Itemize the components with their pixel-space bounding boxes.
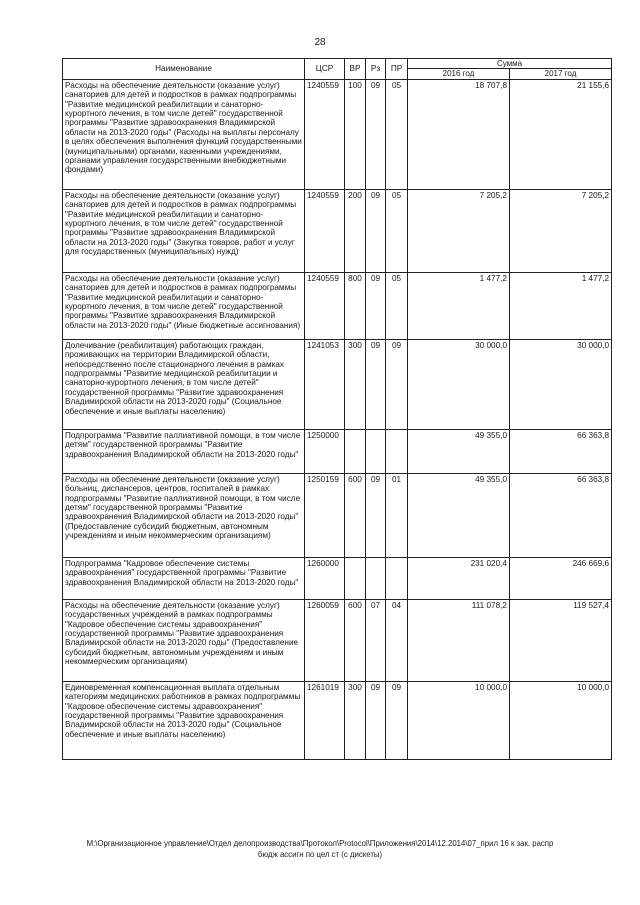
row-name-cell: Расходы на обеспечение деятельности (оказание услуг) государственных учреждений в рамках подпрограммы "Кадровое обеспечение системы здравоохранения" государственной программы "Развитие здравоохранения Владимирской области на 2013-2020 годы" (Предоставление субсидий бюджетным, автономным учреждениям и иным некоммерческим организациям)	[63, 599, 305, 681]
row-sum-2016-cell: 111 078,2	[408, 599, 510, 681]
row-name-cell: Долечивание (реабилитация) работающих граждан, проживающих на территории Владимирской области, непосредственно после стационарного лечения в рамках подпрограммы "Развитие медицинской реабилитации и санаторно-курортного лечения, в том числе детей" государственной программы "Развитие здравоохранения Владимирской области на 2013-2020 годы" (Социальное обеспечение и иные выплаты населению)	[63, 339, 305, 429]
row-pr-cell: 09	[386, 681, 408, 759]
row-sum-2016-cell: 7 205,2	[408, 189, 510, 272]
footer	[0, 838, 640, 860]
row-rz-cell: 09	[366, 339, 386, 429]
row-pr-cell: 05	[386, 272, 408, 339]
row-csr-cell: 1261019	[305, 681, 345, 759]
row-pr-cell: 05	[386, 79, 408, 189]
header-year-2016: 2016 год	[408, 69, 510, 79]
row-sum-2016-cell: 1 477,2	[408, 272, 510, 339]
row-csr-cell: 1260059	[305, 599, 345, 681]
row-rz-cell: 09	[366, 473, 386, 557]
header-name: Наименование	[63, 59, 305, 80]
row-sum-2017-cell: 7 205,2	[510, 189, 612, 272]
footer-path: M:\Организационное управление\Отдел делопроизводства\Протокол\Protocol\Приложения\2014\12.2014\07_прил 16 к зак. распр	[86, 839, 554, 848]
row-vr-cell	[345, 429, 366, 473]
row-vr-cell: 200	[345, 189, 366, 272]
row-pr-cell: 01	[386, 473, 408, 557]
row-vr-cell	[345, 557, 366, 599]
row-vr-cell: 300	[345, 339, 366, 429]
row-rz-cell	[366, 557, 386, 599]
row-rz-cell: 09	[366, 79, 386, 189]
table-row	[63, 599, 612, 681]
row-sum-2016-cell: 18 707,8	[408, 79, 510, 189]
header-vr: ВР	[345, 59, 366, 80]
table-row	[63, 681, 612, 759]
table-row	[63, 557, 612, 599]
header-sum: Сумма	[408, 59, 612, 69]
row-csr-cell: 1240559	[305, 79, 345, 189]
row-csr-cell: 1240559	[305, 189, 345, 272]
row-name-cell: Расходы на обеспечение деятельности (оказание услуг) санаториев для детей и подростков в рамках подпрограммы "Развитие медицинской реабилитации и санаторно-курортного лечения, в том числе детей" государственной программы "Развитие здравоохранения Владимирской области на 2013-2020 годы" (Закупка товаров, работ и услуг для государственных (муниципальных) нужд)	[63, 189, 305, 272]
row-name-cell: Подпрограмма "Кадровое обеспечение системы здравоохранения" государственной программы "Развитие здравоохранения Владимирской области на 2013-2020 годы"	[63, 557, 305, 599]
row-name-cell: Расходы на обеспечение деятельности (оказание услуг) больниц, диспансеров, центров, госпиталей в рамках подпрограммы "Развитие паллиативной помощи, в том числе детям" государственной программы "Развитие здравоохранения Владимирской области на 2013-2020 годы" (Предоставление субсидий бюджетным, автономным учреждениям и иным некоммерческим организациям)	[63, 473, 305, 557]
row-csr-cell: 1240559	[305, 272, 345, 339]
row-sum-2016-cell: 10 000,0	[408, 681, 510, 759]
row-sum-2016-cell: 231 020,4	[408, 557, 510, 599]
row-sum-2016-cell: 49 355,0	[408, 429, 510, 473]
header-csr: ЦСР	[305, 59, 345, 80]
row-name-cell: Расходы на обеспечение деятельности (оказание услуг) санаториев для детей и подростков в рамках подпрограммы "Развитие медицинской реабилитации и санаторно-курортного лечения, в том числе детей" государственной программы "Развитие здравоохранения Владимирской области на 2013-2020 годы" (Иные бюджетные ассигнования)	[63, 272, 305, 339]
row-pr-cell: 04	[386, 599, 408, 681]
table-header	[63, 59, 612, 80]
header-pr: ПР	[386, 59, 408, 80]
row-rz-cell: 09	[366, 681, 386, 759]
table-row	[63, 473, 612, 557]
row-sum-2017-cell: 1 477,2	[510, 272, 612, 339]
row-sum-2017-cell: 246 669,6	[510, 557, 612, 599]
table-row	[63, 339, 612, 429]
row-sum-2017-cell: 21 155,6	[510, 79, 612, 189]
row-name-cell: Единовременная компенсационная выплата отдельным категориям медицинских работников в рамках подпрограммы "Кадровое обеспечение системы здравоохранения" государственной программы "Развитие здравоохранения Владимирской области на 2013-2020 годы" (Социальное обеспечение и иные выплаты населению)	[63, 681, 305, 759]
table-row	[63, 429, 612, 473]
row-sum-2017-cell: 66 363,8	[510, 429, 612, 473]
header-rz: Рз	[366, 59, 386, 80]
row-rz-cell	[366, 429, 386, 473]
footer-path-continued: бюдж ассигн по цел ст (с дискеты)	[257, 850, 383, 859]
row-vr-cell: 300	[345, 681, 366, 759]
row-vr-cell: 600	[345, 473, 366, 557]
row-name-cell: Расходы на обеспечение деятельности (оказание услуг) санаториев для детей и подростков в рамках подпрограммы "Развитие медицинской реабилитации и санаторно-курортного лечения, в том числе детей" государственной программы "Развитие здравоохранения Владимирской области на 2013-2020 годы" (Расходы на выплаты персоналу в целях обеспечения выполнения функций государственными (муниципальными) органами, казенными учреждениями, органами управления государственными внебюджетными фондами)	[63, 79, 305, 189]
row-rz-cell: 09	[366, 272, 386, 339]
row-name-cell: Подпрограмма "Развитие паллиативной помощи, в том числе детям" государственной программы "Развитие здравоохранения Владимирской области на 2013-2020 годы"	[63, 429, 305, 473]
page-number: 28	[314, 37, 326, 48]
table-row	[63, 272, 612, 339]
row-vr-cell: 100	[345, 79, 366, 189]
row-pr-cell: 05	[386, 189, 408, 272]
table-row	[63, 189, 612, 272]
header-year-2017: 2017 год	[510, 69, 612, 79]
row-sum-2017-cell: 30 000,0	[510, 339, 612, 429]
row-rz-cell: 09	[366, 189, 386, 272]
row-csr-cell: 1260000	[305, 557, 345, 599]
row-pr-cell: 09	[386, 339, 408, 429]
row-vr-cell: 600	[345, 599, 366, 681]
row-rz-cell: 07	[366, 599, 386, 681]
row-csr-cell: 1250159	[305, 473, 345, 557]
row-csr-cell: 1250000	[305, 429, 345, 473]
row-csr-cell: 1241053	[305, 339, 345, 429]
row-vr-cell: 800	[345, 272, 366, 339]
row-sum-2017-cell: 119 527,4	[510, 599, 612, 681]
row-pr-cell	[386, 429, 408, 473]
table-body	[63, 79, 612, 759]
table-row	[63, 79, 612, 189]
row-sum-2017-cell: 10 000,0	[510, 681, 612, 759]
budget-table	[62, 58, 612, 760]
row-pr-cell	[386, 557, 408, 599]
row-sum-2016-cell: 30 000,0	[408, 339, 510, 429]
row-sum-2017-cell: 66 363,8	[510, 473, 612, 557]
row-sum-2016-cell: 49 355,0	[408, 473, 510, 557]
